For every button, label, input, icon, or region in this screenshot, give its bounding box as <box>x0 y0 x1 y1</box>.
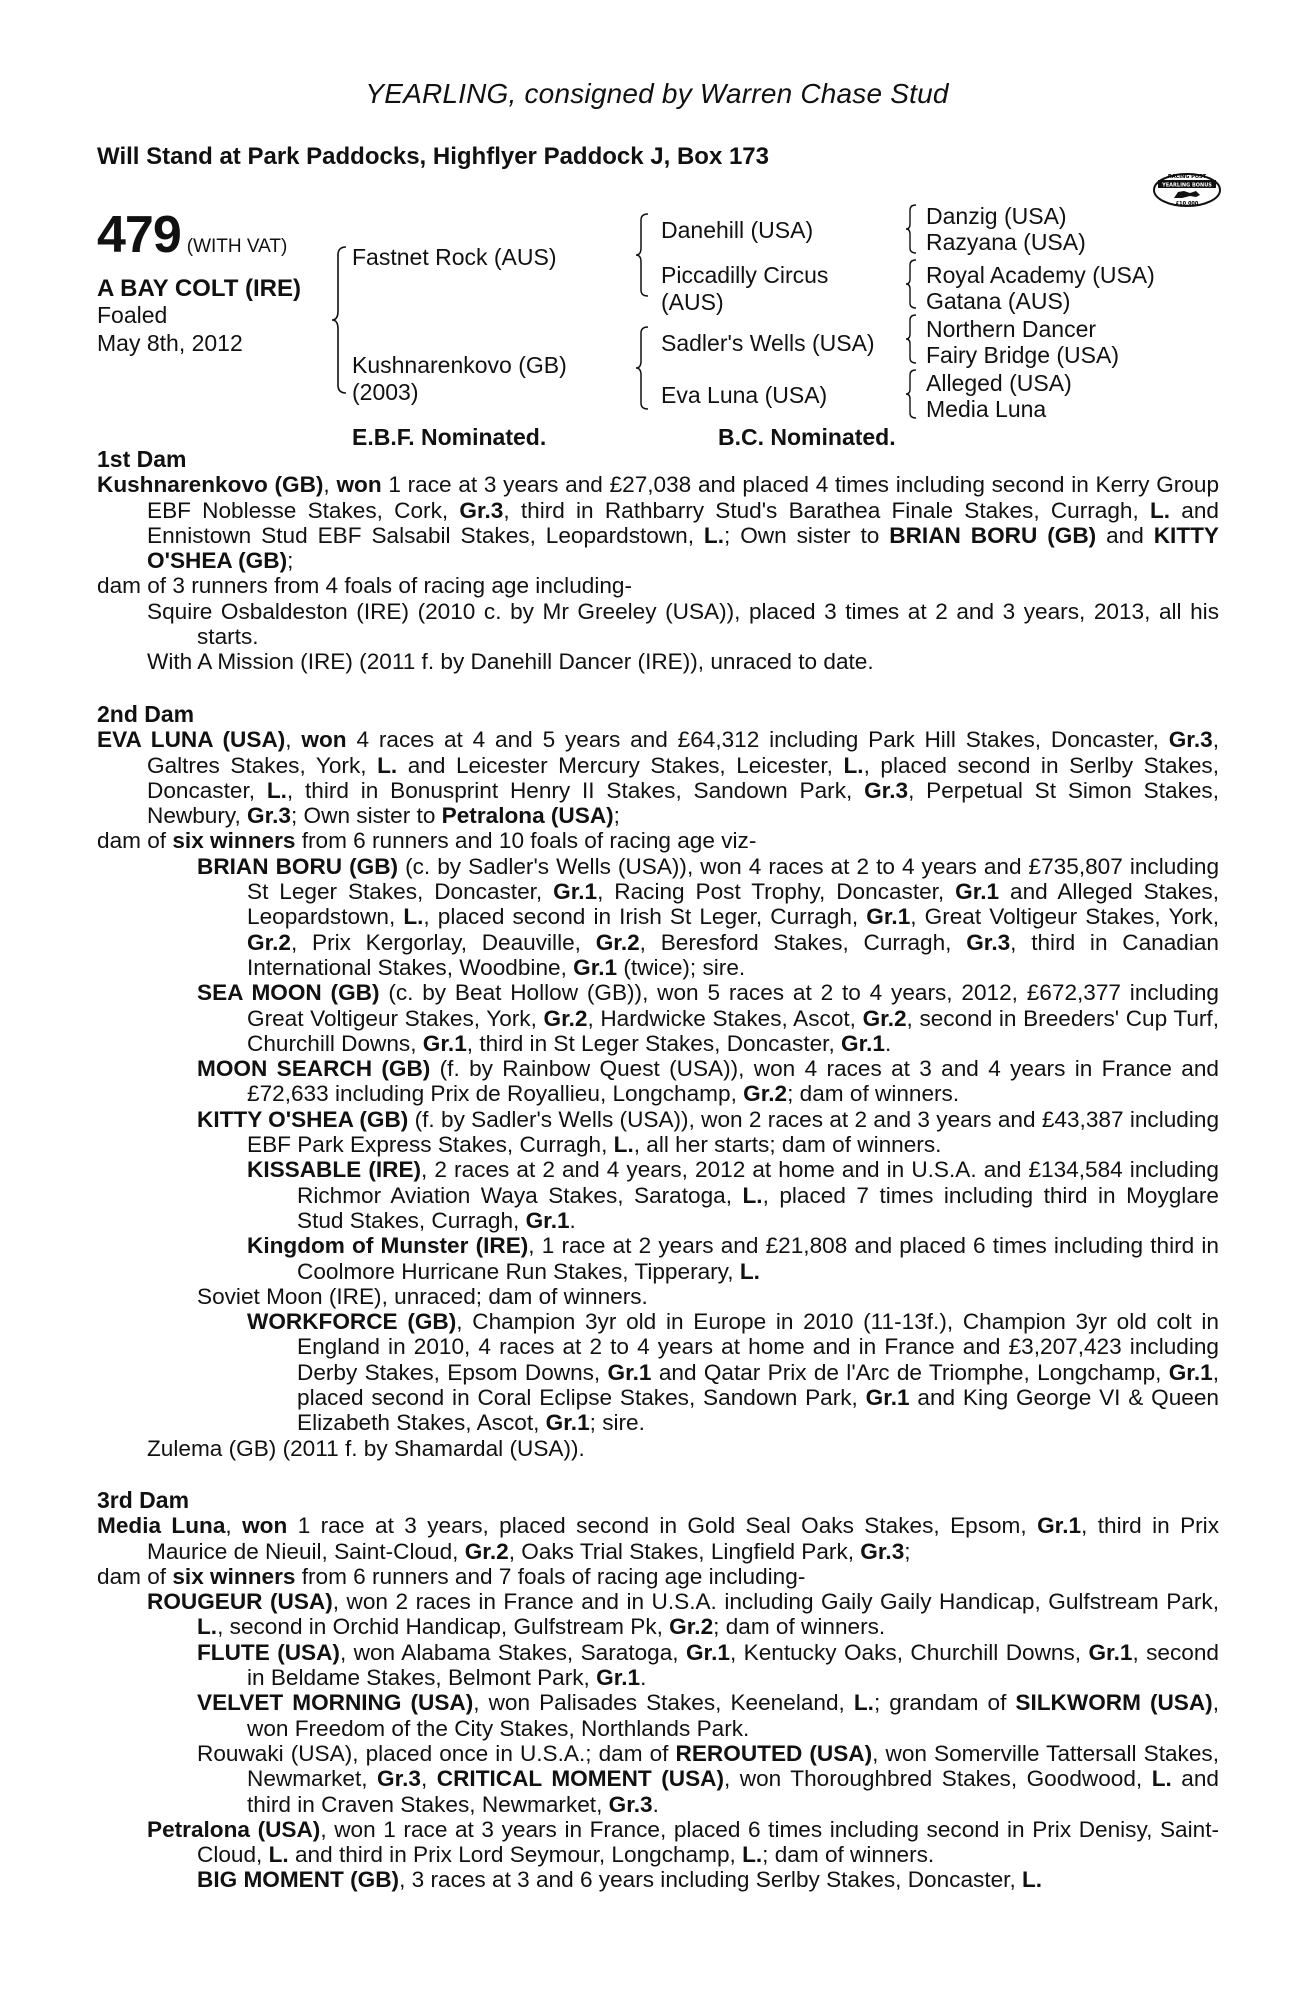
pedigree-sire-dam-line1: Piccadilly Circus <box>661 262 829 288</box>
foaled-date: May 8th, 2012 <box>97 330 243 356</box>
badge-text-top: RACING POST <box>1167 174 1207 180</box>
produce-big-moment: BIG MOMENT (GB), 3 races at 3 and 6 years including Serlby Stakes, Doncaster, L. <box>197 1867 1043 1893</box>
third-dam-produce-summary: dam of six winners from 6 runners and 7 foals of racing age including- <box>97 1563 806 1589</box>
first-dam-record: Kushnarenkovo (GB), won 1 race at 3 years and £27,038 and placed 4 times including second in Kerry Group EBF Noblesse Stakes, Cork, Gr.3, third in Rathbarry Stud's Barathea Finale Stakes, Curragh, L. and Ennistown Stud EBF Salsabil Stakes, Leopardstown, L.; Own sister to BRIAN BORU (GB) and KITTY O'SHEA (GB); <box>97 472 1220 574</box>
pedigree-brace-g34 <box>904 258 918 310</box>
yearling-bonus-badge-icon <box>1152 168 1222 208</box>
produce-kingdom-of-munster: Kingdom of Munster (IRE), 1 race at 2 years and £21,808 and placed 6 times including third in Coolmore Hurricane Run Stakes, Tipperary, L. <box>247 1233 1219 1284</box>
produce-kissable: KISSABLE (IRE), 2 races at 2 and 4 years, 2012 at home and in U.S.A. and £134,584 including Richmor Aviation Waya Stakes, Saratoga, L., placed 7 times including third in Moyglare Stud Stakes, Curragh, Gr.1. <box>247 1157 1219 1233</box>
lot-number-block <box>97 205 287 265</box>
second-dam-heading: 2nd Dam <box>97 701 195 727</box>
pedigree-dam-dam: Eva Luna (USA) <box>661 382 828 408</box>
pedigree-g8: Media Luna <box>926 396 1047 422</box>
stand-location: Will Stand at Park Paddocks, Highflyer Paddock J, Box 173 <box>97 143 769 170</box>
produce-workforce: WORKFORCE (GB), Champion 3yr old in Europe in 2010 (11-13f.), Champion 3yr old colt in England in 2010, 4 races at 2 to 4 years at home and in France and £3,207,423 including Derby Stakes, Epsom Downs, Gr.1 and Qatar Prix de l'Arc de Triomphe, Longchamp, Gr.1, placed second in Coral Eclipse Stakes, Sandown Park, Gr.1 and King George VI & Queen Elizabeth Stakes, Ascot, Gr.1; sire. <box>247 1309 1220 1436</box>
produce-flute: FLUTE (USA), won Alabama Stakes, Saratoga, Gr.1, Kentucky Oaks, Churchill Downs, Gr.1, second in Beldame Stakes, Belmont Park, Gr.1. <box>197 1639 1219 1691</box>
third-dam-record: Media Luna, won 1 race at 3 years, placed second in Gold Seal Oaks Stakes, Epsom, Gr.1, third in Prix Maurice de Nieuil, Saint-Cloud, Gr.2, Oaks Trial Stakes, Lingfield Park, Gr.3; <box>97 1513 1219 1564</box>
produce-kitty-oshea: KITTY O'SHEA (GB) (f. by Sadler's Wells (USA)), won 2 races at 2 and 3 years and £43,387 including EBF Park Express Stakes, Curragh, L., all her starts; dam of winners. <box>197 1106 1220 1158</box>
foaled-label: Foaled <box>97 302 168 328</box>
first-dam-produce-1: Squire Osbaldeston (IRE) (2010 c. by Mr Greeley (USA)), placed 3 times at 2 and 3 years, 2013, all his starts. <box>147 598 1219 650</box>
produce-zulema: Zulema (GB) (2011 f. by Shamardal (USA)). <box>147 1435 585 1461</box>
pedigree-brace-main <box>330 245 350 395</box>
badge-text-bottom: £10,000 <box>1175 201 1199 207</box>
third-dam-section <box>97 1488 1219 1893</box>
first-dam-section <box>97 447 1219 675</box>
second-dam-section <box>97 702 1219 1461</box>
pedigree-dam-sire: Sadler's Wells (USA) <box>661 330 875 356</box>
pedigree-sire-sire: Danehill (USA) <box>661 217 814 243</box>
produce-soviet-moon: Soviet Moon (IRE), unraced; dam of winners. <box>197 1283 648 1309</box>
produce-moon-search: MOON SEARCH (GB) (f. by Rainbow Quest (USA)), won 4 races at 3 and 4 years in France and £72,633 including Prix de Royallieu, Longchamp, Gr.2; dam of winners. <box>197 1056 1219 1107</box>
pedigree-brace-sire <box>634 212 652 298</box>
produce-velvet-morning: VELVET MORNING (USA), won Palisades Stakes, Keeneland, L.; grandam of SILKWORM (USA), won Freedom of the City Stakes, Northlands Park. <box>197 1690 1219 1741</box>
first-dam-heading: 1st Dam <box>97 446 187 472</box>
pedigree-g6: Fairy Bridge (USA) <box>926 342 1119 368</box>
lot-number: 479 <box>97 206 181 264</box>
pedigree-g7: Alleged (USA) <box>926 370 1072 396</box>
lot-description: A BAY COLT (IRE) <box>97 275 302 302</box>
produce-rougeur: ROUGEUR (USA), won 2 races in France and in U.S.A. including Gaily Gaily Handicap, Gulfstream Park, L., second in Orchid Handicap, Gulfstream Pk, Gr.2; dam of winners. <box>147 1589 1219 1640</box>
pedigree-dam-line1: Kushnarenkovo (GB) <box>352 352 567 378</box>
pedigree-g5: Northern Dancer <box>926 316 1097 342</box>
badge-text-middle: YEARLING BONUS <box>1162 182 1212 189</box>
pedigree-brace-dam <box>634 325 652 411</box>
pedigree-brace-g56 <box>904 313 918 365</box>
produce-sea-moon: SEA MOON (GB) (c. by Beat Hollow (GB)), won 5 races at 2 to 4 years, 2012, £672,377 including Great Voltigeur Stakes, York, Gr.2, Hardwicke Stakes, Ascot, Gr.2, second in Breeders' Cup Turf, Churchill Downs, Gr.1, third in St Leger Stakes, Doncaster, Gr.1. <box>197 980 1219 1056</box>
produce-rouwaki: Rouwaki (USA), placed once in U.S.A.; dam of REROUTED (USA), won Somerville Tattersall Stakes, Newmarket, Gr.3, CRITICAL MOMENT (USA), won Thoroughbred Stakes, Goodwood, L. and third in Craven Stakes, Newmarket, Gr.3. <box>197 1740 1219 1817</box>
pedigree-g4: Gatana (AUS) <box>926 288 1071 314</box>
pedigree-g3: Royal Academy (USA) <box>926 262 1155 288</box>
produce-brian-boru: BRIAN BORU (GB) (c. by Sadler's Wells (USA)), won 4 races at 2 to 4 years and £735,807 including St Leger Stakes, Doncaster, Gr.1, Racing Post Trophy, Doncaster, Gr.1 and Alleged Stakes, Leopardstown, L., placed second in Irish St Leger, Curragh, Gr.1, Great Voltigeur Stakes, York, Gr.2, Prix Kergorlay, Deauville, Gr.2, Beresford Stakes, Curragh, Gr.3, third in Canadian International Stakes, Woodbine, Gr.1 (twice); sire. <box>197 853 1220 980</box>
produce-petralona: Petralona (USA), won 1 race at 3 years in France, placed 6 times including second in Prix Denisy, Saint-Cloud, L. and third in Prix Lord Seymour, Longchamp, L.; dam of winners. <box>147 1816 1219 1868</box>
bc-nominated: B.C. Nominated. <box>718 424 896 450</box>
pedigree-brace-g78 <box>904 368 918 420</box>
second-dam-record: EVA LUNA (USA), won 4 races at 4 and 5 years and £64,312 including Park Hill Stakes, Doncaster, Gr.3, Galtres Stakes, York, L. and Leicester Mercury Stakes, Leicester, L., placed second in Serlby Stakes, Doncaster, L., third in Bonusprint Henry II Stakes, Sandown Park, Gr.3, Perpetual St Simon Stakes, Newbury, Gr.3; Own sister to Petralona (USA); <box>97 727 1220 829</box>
vat-label: (WITH VAT) <box>186 236 288 257</box>
first-dam-produce-2: With A Mission (IRE) (2011 f. by Danehill Dancer (IRE)), unraced to date. <box>147 649 874 675</box>
third-dam-heading: 3rd Dam <box>97 1487 190 1513</box>
ebf-nominated: E.B.F. Nominated. <box>352 424 547 450</box>
pedigree-sire: Fastnet Rock (AUS) <box>352 244 557 270</box>
pedigree-sire-dam-line2: (AUS) <box>661 289 724 315</box>
pedigree-g2: Razyana (USA) <box>926 229 1086 255</box>
second-dam-produce-summary: dam of six winners from 6 runners and 10 foals of racing age viz- <box>97 828 757 854</box>
pedigree-dam-line2: (2003) <box>352 379 419 405</box>
first-dam-produce-summary: dam of 3 runners from 4 foals of racing age including- <box>97 573 633 599</box>
consignment-heading: YEARLING, consigned by Warren Chase Stud <box>365 78 949 109</box>
pedigree-g1: Danzig (USA) <box>926 203 1067 229</box>
pedigree-brace-g12 <box>904 203 918 255</box>
